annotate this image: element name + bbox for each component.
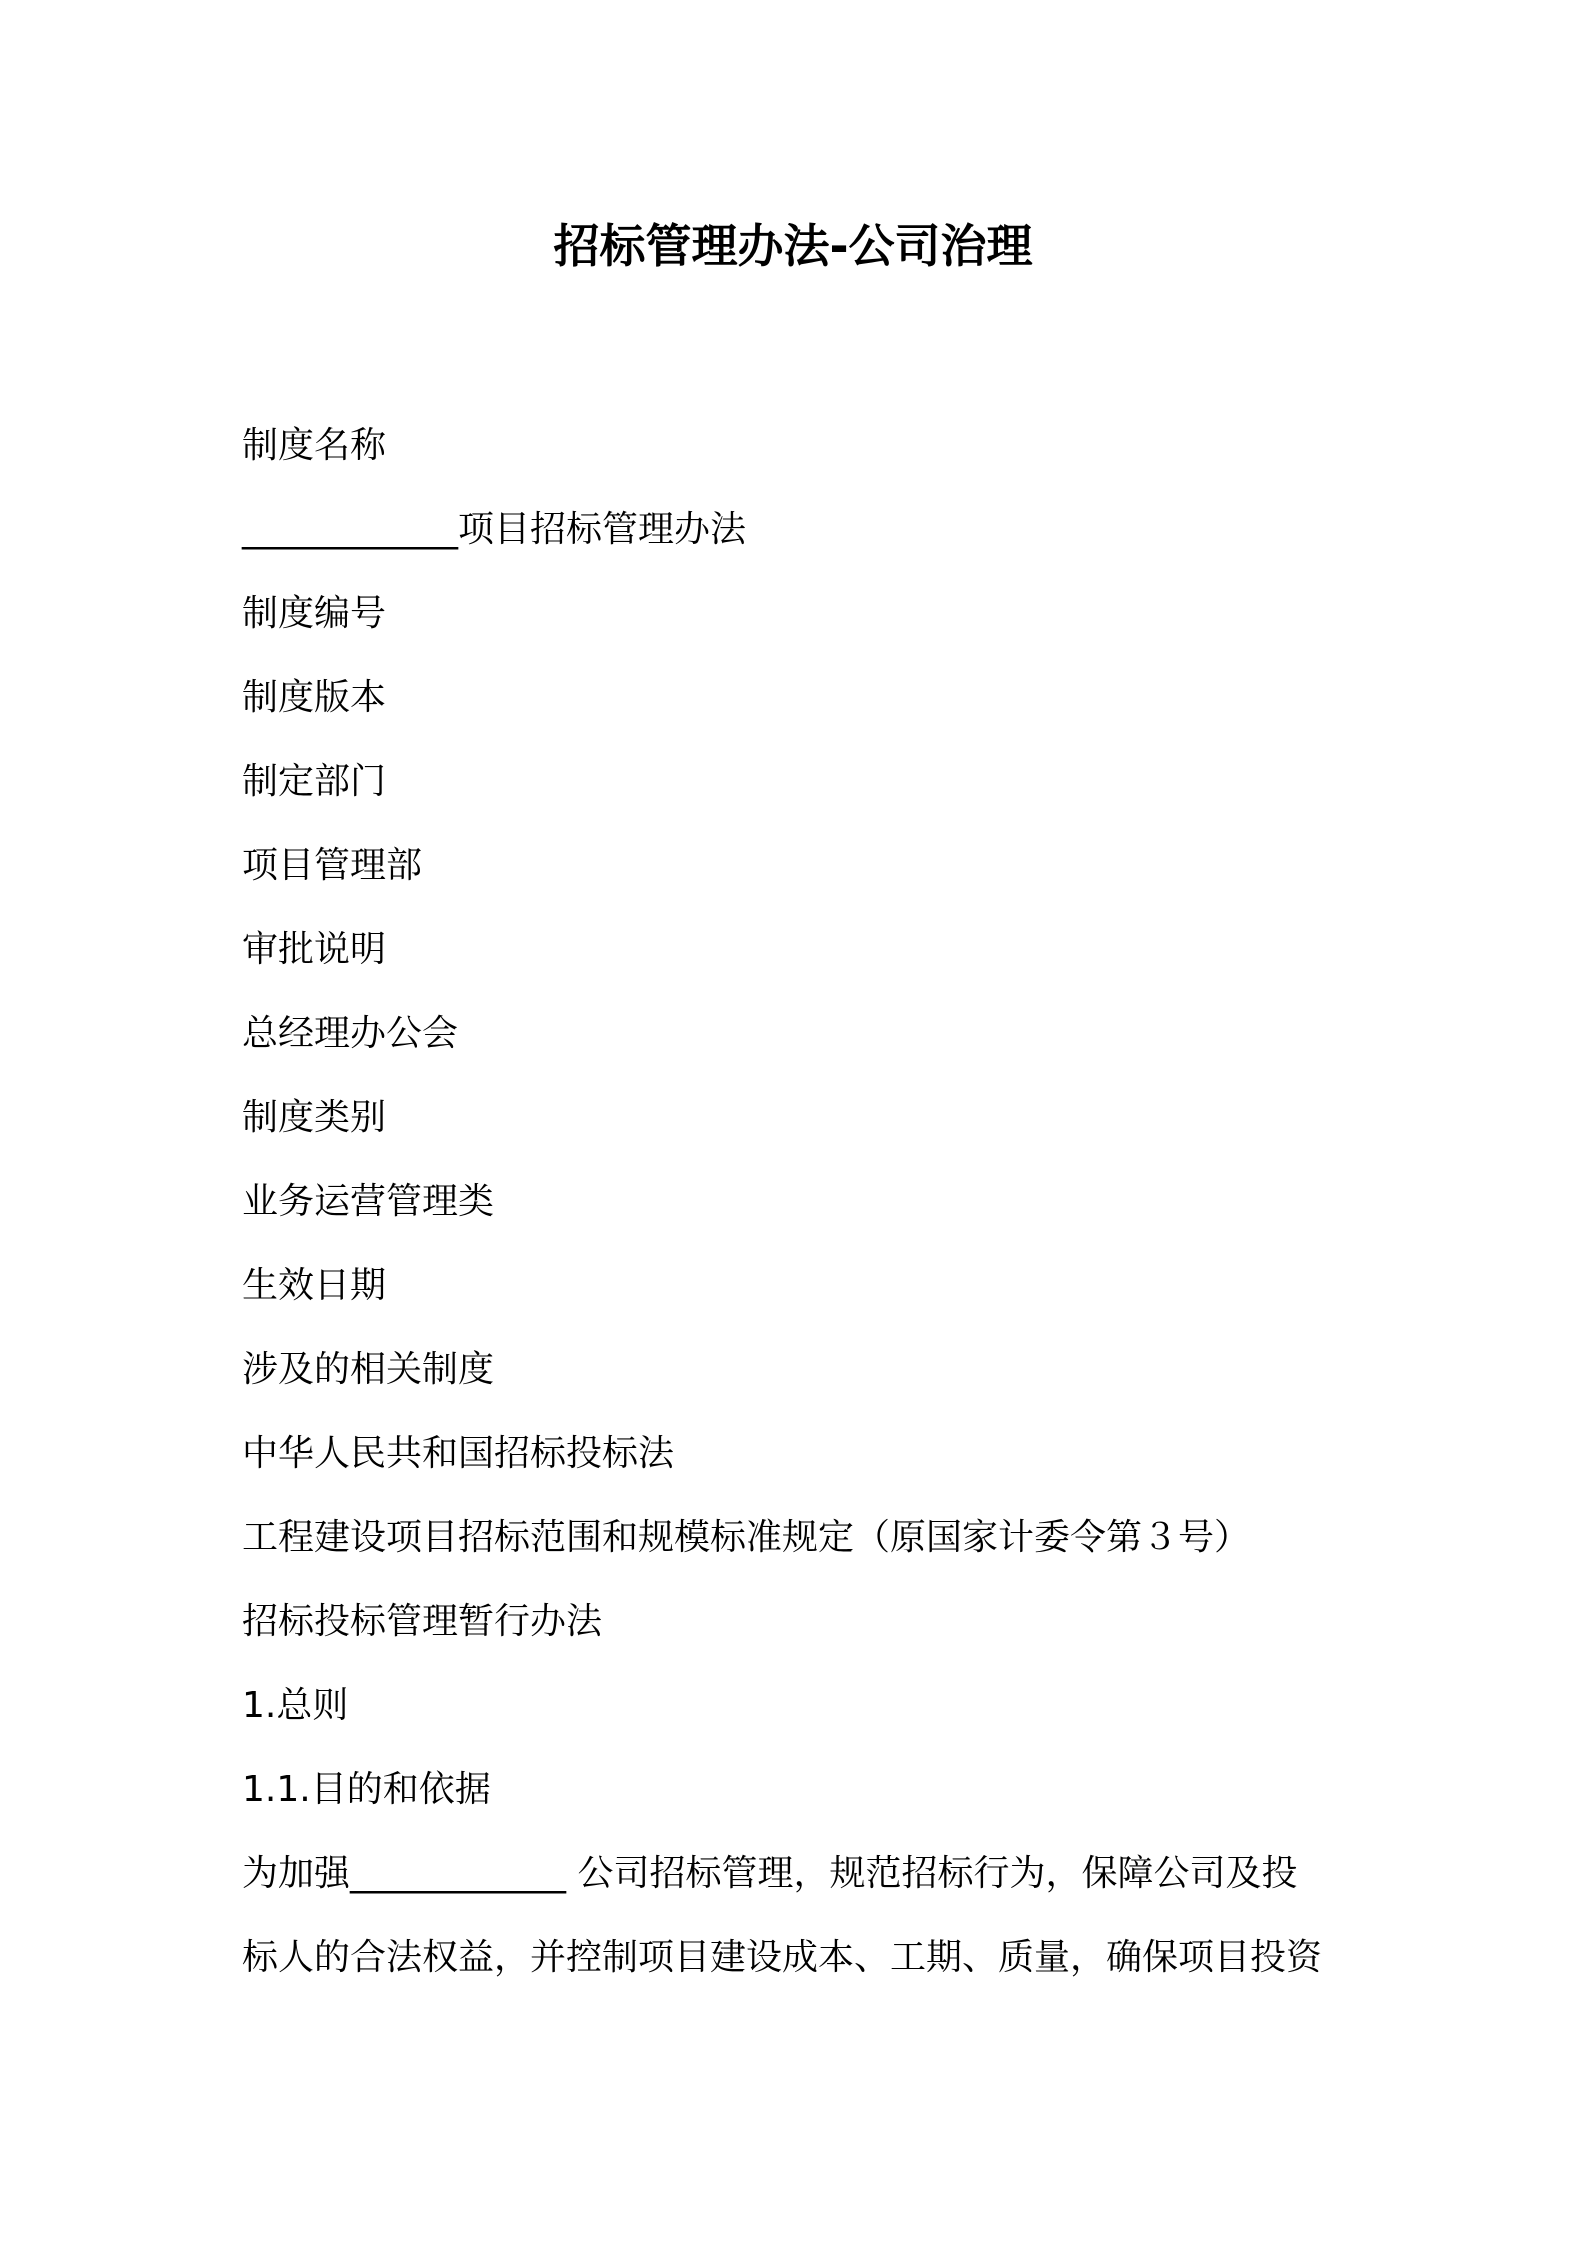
field-value-department: 项目管理部 xyxy=(242,845,423,886)
field-label-policy-name: 制度名称 xyxy=(242,425,387,466)
field-label-approval: 审批说明 xyxy=(242,929,387,970)
field-label-policy-number: 制度编号 xyxy=(242,593,387,634)
body-paragraph-line: 为加强____________ 公司招标管理，规范招标行为，保障公司及投 xyxy=(242,1853,1298,1894)
field-label-effective-date: 生效日期 xyxy=(242,1265,387,1306)
related-policy-item: 招标投标管理暂行办法 xyxy=(242,1601,603,1642)
field-value-category: 业务运营管理类 xyxy=(242,1181,495,1222)
field-label-department: 制定部门 xyxy=(242,761,387,802)
field-label-category: 制度类别 xyxy=(242,1097,387,1138)
field-value-approval: 总经理办公会 xyxy=(242,1013,459,1054)
related-policy-item: 工程建设项目招标范围和规模标准规定（原国家计委令第３号） xyxy=(242,1517,1251,1558)
field-label-related-policies: 涉及的相关制度 xyxy=(242,1349,495,1390)
section-heading: 1.总则 xyxy=(242,1685,349,1726)
related-policy-item: 中华人民共和国招标投标法 xyxy=(242,1433,675,1474)
field-value-policy-name: ____________项目招标管理办法 xyxy=(242,509,747,550)
body-paragraph-line: 标人的合法权益，并控制项目建设成本、工期、质量，确保项目投资 xyxy=(242,1937,1323,1978)
subsection-heading: 1.1.目的和依据 xyxy=(242,1769,491,1810)
field-label-policy-version: 制度版本 xyxy=(242,677,387,718)
document-body xyxy=(242,404,1362,2000)
document-title: 招标管理办法-公司治理 xyxy=(553,219,1033,273)
